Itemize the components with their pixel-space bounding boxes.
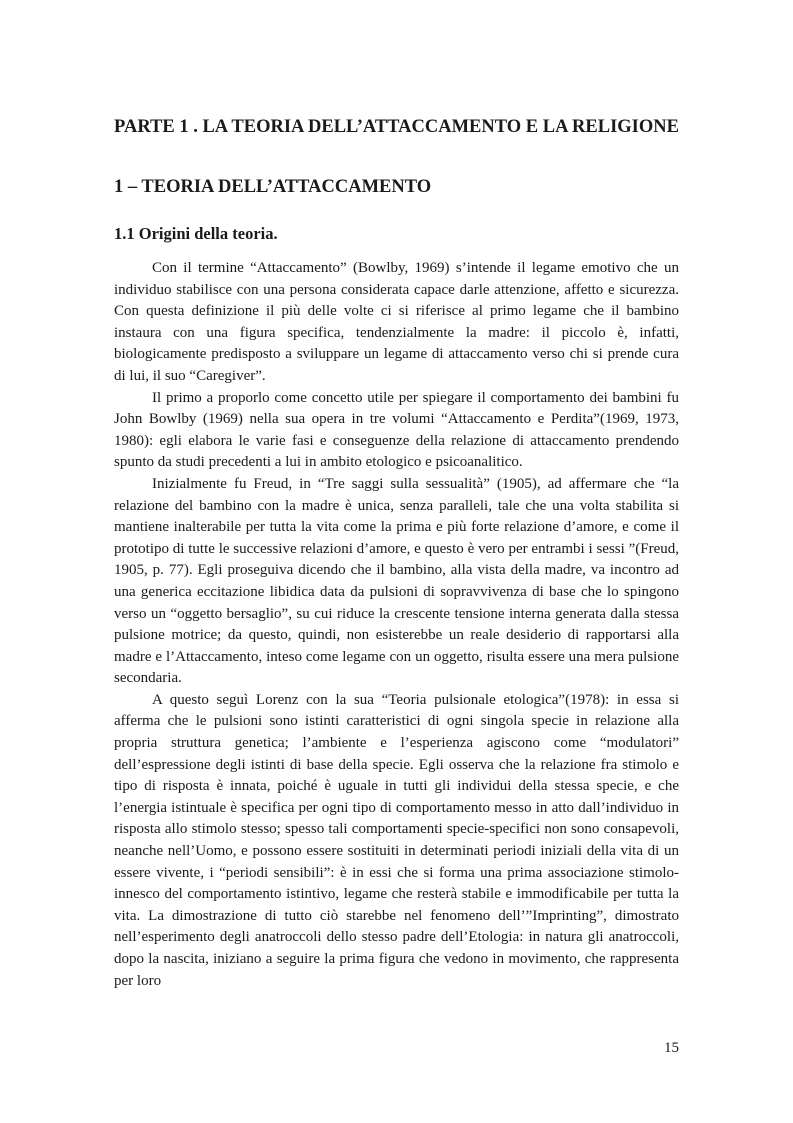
chapter-title: 1 – TEORIA DELL’ATTACCAMENTO [114, 177, 432, 197]
page-number: 15 [664, 1040, 679, 1056]
paragraph-lorenz: A questo seguì Lorenz con la sua “Teoria pulsionale etologica”(1978): in essa si afferma che le pulsioni sono istinti caratteristici di ogni singola specie in relazione alla propria struttura genetica; l’ambiente e l’esperienza agiscono come “modulatori” dell’espressione degli istinti di base della specie. Egli osserva che la relazione fra stimolo e tipo di risposta è innata, poiché è uguale in tutti gli individui della stessa specie, e che l’energia istintuale è specifica per ogni tipo di comportamento messo in atto dall’individuo in risposta allo stimolo stesso; spesso tali comportamenti specie-specifici non sono consapevoli, neanche nell’Uomo, e possono essere sostituiti in determinati periodi iniziali della vita di un essere vivente, i “periodi sensibili”: è in essi che si forma una prima associazione stimolo-innesco del comportamento istintivo, legame che resterà stabile e immodificabile per tutta la vita. La dimostrazione di tutto ciò starebbe nel fenomeno dell’”Imprinting”, dimostrato nell’esperimento degli anatroccoli dello stesso padre dell’Etologia: in natura gli anatroccoli, dopo la nascita, iniziano a seguire la prima figura che vedono in movimento, che rappresenta per loro [114, 691, 679, 989]
section-title: 1.1 Origini della teoria. [114, 224, 278, 243]
paragraph-definition: Con il termine “Attaccamento” (Bowlby, 1969) s’intende il legame emotivo che un individuo stabilisce con una persona considerata capace darle attenzione, affetto e sicurezza. Con questa definizione il più delle volte ci si riferisce al primo legame che il bambino instaura con una figura specifica, tendenzialmente la madre: il piccolo è, infatti, biologicamente predisposto a sviluppare un legame di attaccamento verso chi si prende cura di lui, il suo “Caregiver”. [114, 260, 679, 384]
paragraph-freud: Inizialmente fu Freud, in “Tre saggi sulla sessualità” (1905), ad affermare che “la relazione del bambino con la madre è unica, senza paralleli, tale che una volta stabilita si mantiene inalterabile per tutta la vita come la prima e più forte relazione d’amore, e come il prototipo di tutte le successive relazioni d’amore, e questo è vero per entrambi i sessi ”(Freud, 1905, p. 77). Egli proseguiva dicendo che il bambino, alla vista della madre, va incontro ad una generica eccitazione libidica data da pulsioni di sopravvivenza di base che lo spingono verso un “oggetto bersaglio”, su cui riduce la crescente tensione interna generata dalla stessa pulsione motrice; da questo, quindi, non esisterebbe un reale desiderio di rapportarsi alla madre e l’Attaccamento, inteso come legame con un oggetto, risulta essere una mera pulsione secondaria. [114, 475, 679, 687]
paragraph-bowlby: Il primo a proporlo come concetto utile per spiegare il comportamento dei bambini fu John Bowlby (1969) nella sua opera in tre volumi “Attaccamento e Perdita”(1969, 1973, 1980): egli elabora le varie fasi e conseguenze della relazione di attaccamento prendendo spunto da studi precedenti a lui in ambito etologico e psicoanalitico. [114, 389, 679, 471]
body-text [114, 258, 679, 992]
part-title: PARTE 1 . LA TEORIA DELL’ATTACCAMENTO E LA RELIGIONE [114, 117, 679, 137]
